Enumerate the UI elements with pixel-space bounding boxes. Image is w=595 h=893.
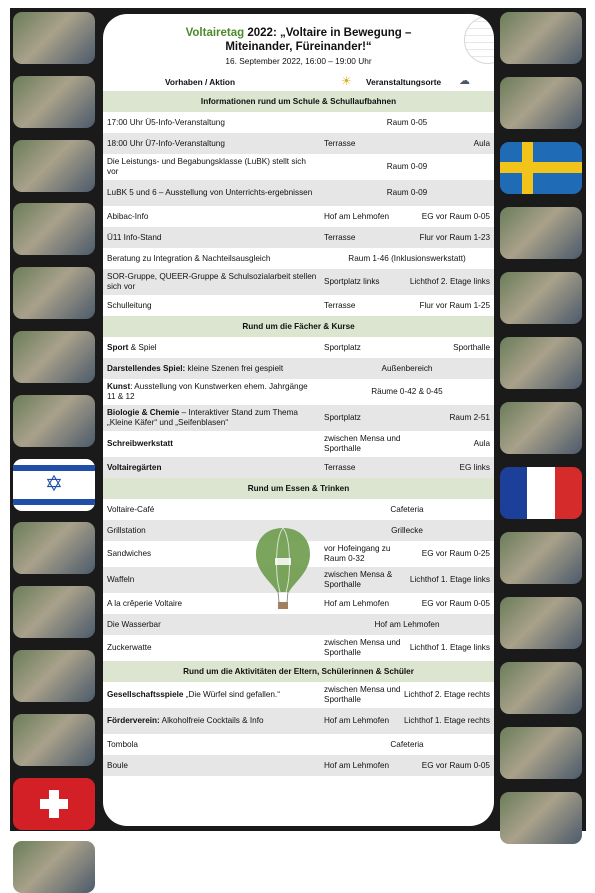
activity-text: Beratung zu Integration & Nachteilsausgleich	[107, 253, 271, 263]
activity-cell	[107, 272, 317, 292]
outdoor-location-cell: Terrasse	[324, 462, 356, 472]
activity-cell	[107, 139, 317, 149]
activity-cell	[107, 690, 317, 700]
section-header	[103, 91, 494, 112]
table-row	[103, 112, 494, 133]
activity-bold-label: Sport	[107, 342, 129, 352]
table-row	[103, 457, 494, 478]
table-row	[103, 431, 494, 457]
activity-text: kleine Szenen frei gespielt	[185, 363, 284, 373]
table-row	[103, 269, 494, 295]
activity-cell	[107, 188, 317, 198]
outdoor-location-cell: Terrasse	[324, 232, 356, 242]
table-row	[103, 248, 494, 269]
section-header	[103, 316, 494, 337]
table-row	[103, 614, 494, 635]
activity-cell	[107, 505, 317, 515]
activity-cell	[107, 716, 317, 726]
program-table	[103, 91, 494, 776]
outdoor-location-cell: Sportplatz	[324, 342, 361, 352]
page-title-line2: Miteinander, Füreinander!“	[225, 41, 372, 53]
activity-cell	[107, 439, 317, 449]
school-photo-thumbnail	[500, 662, 582, 714]
activity-text: – Interaktiver Stand zum Thema „Kleine Käfer“ und „Seifenblasen“	[107, 408, 298, 427]
activity-cell	[107, 157, 317, 177]
school-photo-thumbnail	[13, 267, 95, 319]
activity-cell	[107, 254, 317, 264]
activity-text: Die Leistungs- und Begabungsklasse (LuBK) stellt sich vor	[107, 157, 306, 176]
event-date: 16. September 2022, 16:00 – 19:00 Uhr	[225, 56, 372, 66]
outdoor-location-cell: Hof am Lehmofen	[324, 598, 390, 608]
table-row	[103, 358, 494, 379]
flag-switzerland-icon	[13, 778, 95, 830]
school-photo-thumbnail	[13, 331, 95, 383]
table-row	[103, 227, 494, 248]
flag-israel-icon: ✡	[13, 459, 95, 511]
activity-text: 17:00 Uhr Ü5-Info-Veranstaltung	[107, 117, 225, 127]
indoor-location-cell: Flur vor Raum 1-25	[419, 300, 490, 310]
school-photo-thumbnail	[500, 727, 582, 779]
indoor-location-cell: Lichthof 2. Etage rechts	[403, 690, 490, 700]
table-row	[103, 708, 494, 734]
table-row	[103, 635, 494, 661]
column-header-location: Veranstaltungsorte	[366, 77, 442, 87]
location-cell: Raum 0-05	[386, 117, 428, 127]
table-row	[103, 755, 494, 776]
activity-text: A la crêperie Voltaire	[107, 598, 183, 608]
activity-text: LuBK 5 und 6 – Ausstellung von Unterrichts-ergebnissen	[107, 188, 313, 198]
school-photo-thumbnail	[13, 714, 95, 766]
table-row	[103, 405, 494, 431]
activity-cell	[107, 233, 317, 243]
activity-bold-label: Förderverein:	[107, 716, 160, 726]
activity-text: Voltaire-Café	[107, 504, 155, 514]
title-event-motto: 2022: „Voltaire in Bewegung –	[244, 27, 412, 39]
column-header-action: Vorhaben / Aktion	[165, 77, 236, 87]
indoor-location-cell: Flur vor Raum 1-23	[419, 232, 490, 242]
activity-bold-label: Voltairegärten	[107, 462, 162, 472]
location-cell: Außenbereich	[381, 363, 433, 373]
activity-bold-label: Biologie & Chemie	[107, 408, 180, 418]
section-title: Rund um die Aktivitäten der Eltern, Schülerinnen & Schüler	[183, 666, 414, 676]
activity-bold-label: Kunst	[107, 382, 131, 392]
flag-france-icon	[500, 467, 582, 519]
school-photo-thumbnail	[500, 532, 582, 584]
school-photo-thumbnail	[13, 841, 95, 893]
section-header	[103, 661, 494, 682]
outdoor-location-cell: zwischen Mensa & Sporthalle	[324, 570, 393, 589]
hot-air-balloon-icon	[253, 526, 313, 612]
outdoor-location-cell: zwischen Mensa und Sporthalle	[324, 638, 401, 657]
indoor-location-cell: Lichthof 1. Etage links	[409, 575, 490, 585]
school-photo-thumbnail	[500, 272, 582, 324]
school-photo-thumbnail	[13, 586, 95, 638]
indoor-location-cell: Lichthof 2. Etage links	[409, 277, 490, 287]
school-photo-thumbnail	[13, 522, 95, 574]
activity-text: SOR-Gruppe, QUEER-Gruppe & Schulsozialarbeit stellen sich vor	[107, 272, 317, 291]
section-title: Rund um Essen & Trinken	[247, 483, 350, 493]
location-cell: Cafeteria	[390, 739, 424, 749]
activity-text: Abibac-Info	[107, 211, 149, 221]
activity-cell	[107, 382, 317, 402]
school-photo-thumbnail	[500, 12, 582, 64]
school-photo-thumbnail	[13, 203, 95, 255]
title-event-name: Voltairetag	[185, 27, 245, 39]
activity-text: Die Wasserbar	[107, 619, 161, 629]
activity-cell	[107, 740, 317, 750]
program-panel	[103, 14, 494, 826]
school-photo-thumbnail	[13, 12, 95, 64]
activity-cell	[107, 463, 317, 473]
activity-text: Grillstation	[107, 525, 146, 535]
table-row	[103, 682, 494, 708]
location-cell: Hof am Lehmofen	[374, 619, 440, 629]
activity-text: Sandwiches	[107, 549, 152, 559]
activity-text: & Spiel	[128, 342, 157, 352]
outdoor-location-cell: Sportplatz	[324, 413, 361, 423]
school-photo-thumbnail	[13, 140, 95, 192]
school-photo-thumbnail	[13, 395, 95, 447]
school-photo-thumbnail	[500, 597, 582, 649]
activity-cell	[107, 643, 317, 653]
indoor-location-cell: EG vor Raum 0-05	[421, 760, 490, 770]
activity-text: Tombola	[107, 739, 138, 749]
school-photo-thumbnail	[500, 402, 582, 454]
table-row	[103, 337, 494, 358]
section-title: Rund um die Fächer & Kurse	[242, 321, 355, 331]
page-title	[103, 27, 494, 39]
school-photo-thumbnail	[500, 337, 582, 389]
section-header	[103, 478, 494, 499]
activity-text: 18:00 Uhr Ü7-Info-Veranstaltung	[107, 138, 225, 148]
table-row	[103, 133, 494, 154]
sun-icon: ☀	[341, 74, 352, 88]
table-row	[103, 180, 494, 206]
left-photo-strip	[13, 8, 95, 831]
indoor-location-cell: EG vor Raum 0-25	[421, 549, 490, 559]
activity-text: „Die Würfel sind gefallen.“	[183, 690, 280, 700]
outdoor-location-cell: Hof am Lehmofen	[324, 760, 390, 770]
location-cell: Raum 1-46 (Inklusionswerkstatt)	[348, 253, 466, 263]
location-cell: Cafeteria	[390, 504, 424, 514]
activity-cell	[107, 343, 317, 353]
section-title: Informationen rund um Schule & Schullaufbahnen	[200, 96, 397, 106]
right-photo-strip	[500, 8, 582, 831]
table-row	[103, 379, 494, 405]
school-photo-thumbnail	[500, 77, 582, 129]
activity-text: Schulleitung	[107, 300, 152, 310]
outdoor-location-cell: Hof am Lehmofen	[324, 716, 390, 726]
activity-text: Boule	[107, 760, 128, 770]
location-cell: Räume 0-42 & 0-45	[371, 387, 443, 397]
activity-cell	[107, 620, 317, 630]
activity-bold-label: Schreibwerkstatt	[107, 439, 173, 449]
school-photo-thumbnail	[500, 792, 582, 844]
activity-cell	[107, 212, 317, 222]
activity-cell	[107, 364, 317, 374]
outdoor-location-cell: zwischen Mensa und Sporthalle	[324, 434, 401, 453]
location-cell: Raum 0-09	[386, 188, 428, 198]
flag-sweden-icon	[500, 142, 582, 194]
indoor-location-cell: Lichthof 1. Etage links	[409, 643, 490, 653]
activity-text: Zuckerwatte	[107, 643, 152, 653]
table-row	[103, 295, 494, 316]
school-photo-thumbnail	[500, 207, 582, 259]
outdoor-location-cell: Terrasse	[324, 300, 356, 310]
school-photo-thumbnail	[13, 650, 95, 702]
table-row	[103, 499, 494, 520]
table-row	[103, 154, 494, 180]
table-row	[103, 734, 494, 755]
outdoor-location-cell: Hof am Lehmofen	[324, 211, 390, 221]
outdoor-location-cell: zwischen Mensa und Sporthalle	[324, 685, 401, 704]
activity-cell	[107, 761, 317, 771]
location-cell: Raum 0-09	[386, 162, 428, 172]
outdoor-location-cell: Sportplatz links	[324, 277, 380, 287]
indoor-location-cell: Aula	[473, 138, 490, 148]
school-photo-thumbnail	[13, 76, 95, 128]
activity-text: Alkoholfreie Cocktails & Info	[159, 716, 264, 726]
activity-text: : Ausstellung von Kunstwerken ehem. Jahrgänge 11 & 12	[107, 382, 308, 401]
location-cell: Grillecke	[391, 525, 423, 535]
activity-cell	[107, 118, 317, 128]
activity-bold-label: Darstellendes Spiel:	[107, 363, 186, 373]
indoor-location-cell: Raum 2-51	[449, 413, 490, 423]
indoor-location-cell: Lichthof 1. Etage rechts	[403, 716, 490, 726]
outdoor-location-cell: vor Hofeingang zu Raum 0-32	[324, 544, 391, 563]
activity-text: Ü11 Info-Stand	[107, 232, 162, 242]
activity-bold-label: Gesellschaftsspiele	[107, 690, 184, 700]
indoor-location-cell: Sporthalle	[453, 342, 490, 352]
activity-text: Waffeln	[107, 575, 135, 585]
indoor-location-cell: EG vor Raum 0-05	[421, 598, 490, 608]
indoor-location-cell: EG links	[459, 462, 490, 472]
activity-cell	[107, 408, 317, 428]
activity-cell	[107, 301, 317, 311]
indoor-location-cell: Aula	[473, 439, 490, 449]
cloud-icon: ☁	[459, 75, 470, 87]
outdoor-location-cell: Terrasse	[324, 138, 356, 148]
table-row	[103, 206, 494, 227]
indoor-location-cell: EG vor Raum 0-05	[421, 211, 490, 221]
